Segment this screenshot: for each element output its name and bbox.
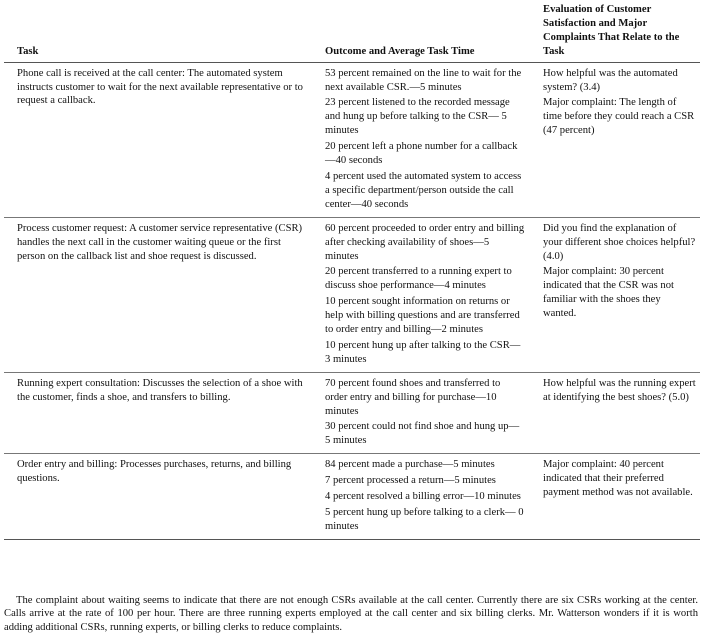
outcome-item: 30 percent could not find shoe and hung up— 5 minutes <box>325 421 520 447</box>
outcome-item: 7 percent processed a return—5 minutes <box>325 475 496 487</box>
outcome-item: 5 percent hung up before talking to a clerk— 0 minutes <box>325 507 524 532</box>
evaluation-item: Major complaint: 30 percent indicated that the CSR was not familiar with the shoes they wanted. <box>543 266 674 320</box>
evaluation-item: How helpful was the automated system? (3.4) <box>543 67 678 93</box>
evaluation-item: How helpful was the running expert at identifying the best shoes? (5.0) <box>543 377 696 403</box>
footnote-paragraph: The complaint about waiting seems to indicate that there are not enough CSRs available at the call center. Currently there are six CSRs working at the center. Calls arrive at the rate of 100 per hour. There are three running experts employed at the call center and six billing clerks. Mr. Watterson wonders if it is worth adding additional CSRs, running experts, or billing clerks to reduce complaints. <box>4 594 698 633</box>
call-center-evaluation-table <box>4 3 700 540</box>
evaluation-cell <box>531 62 700 217</box>
outcome-item: 23 percent listened to the recorded message and hung up before talking to the CSR— 5 minutes <box>325 97 510 137</box>
evaluation-item: Did you find the explanation of your different shoe choices helpful? (4.0) <box>543 222 696 262</box>
outcome-item: 10 percent sought information on returns or help with billing questions and are transferred to order entry and billing—2 minutes <box>325 296 520 336</box>
evaluation-cell <box>531 372 700 454</box>
outcome-cell <box>312 62 531 217</box>
table-row <box>4 372 700 454</box>
evaluation-item: Major complaint: 40 percent indicated that their preferred payment method was not available. <box>543 459 693 499</box>
header-task: Task <box>4 3 312 62</box>
outcome-cell <box>312 217 531 372</box>
table-row <box>4 454 700 540</box>
outcome-item: 4 percent used the automated system to access a specific department/person outside the call center—40 seconds <box>325 170 522 210</box>
header-evaluation: Evaluation of Customer Satisfaction and Major Complaints That Relate to the Task <box>531 3 700 62</box>
outcome-item: 4 percent resolved a billing error—10 minutes <box>325 491 521 503</box>
outcome-item: 84 percent made a purchase—5 minutes <box>325 459 495 471</box>
outcome-item: 10 percent hung up after talking to the CSR— 3 minutes <box>325 339 521 365</box>
outcome-item: 70 percent found shoes and transferred to order entry and billing for purchase—10 minutes <box>325 377 501 417</box>
task-cell: Running expert consultation: Discusses the selection of a shoe with the customer, finds a shoe, and transfers to billing. <box>4 372 312 454</box>
evaluation-cell <box>531 217 700 372</box>
evaluation-cell <box>531 454 700 540</box>
outcome-item: 60 percent proceeded to order entry and billing after checking availability of shoes—5 minutes <box>325 222 525 262</box>
outcome-cell <box>312 454 531 540</box>
outcome-item: 20 percent left a phone number for a callback—40 seconds <box>325 141 518 167</box>
outcome-item: 20 percent transferred to a running expert to discuss shoe performance—4 minutes <box>325 266 512 292</box>
task-cell: Order entry and billing: Processes purchases, returns, and billing questions. <box>4 454 312 540</box>
task-cell: Phone call is received at the call center: The automated system instructs customer to wait for the next available representative or to request a callback. <box>4 62 312 217</box>
header-outcome: Outcome and Average Task Time <box>312 3 531 62</box>
table-row <box>4 62 700 217</box>
outcome-item: 53 percent remained on the line to wait for the next available CSR.—5 minutes <box>325 67 522 93</box>
table-header-row <box>4 3 700 62</box>
evaluation-item: Major complaint: The length of time before they could reach a CSR (47 percent) <box>543 97 695 137</box>
task-cell: Process customer request: A customer service representative (CSR) handles the next call in the customer waiting queue or the first person on the callback list and shoe request is discussed. <box>4 217 312 372</box>
table-row <box>4 217 700 372</box>
outcome-cell <box>312 372 531 454</box>
